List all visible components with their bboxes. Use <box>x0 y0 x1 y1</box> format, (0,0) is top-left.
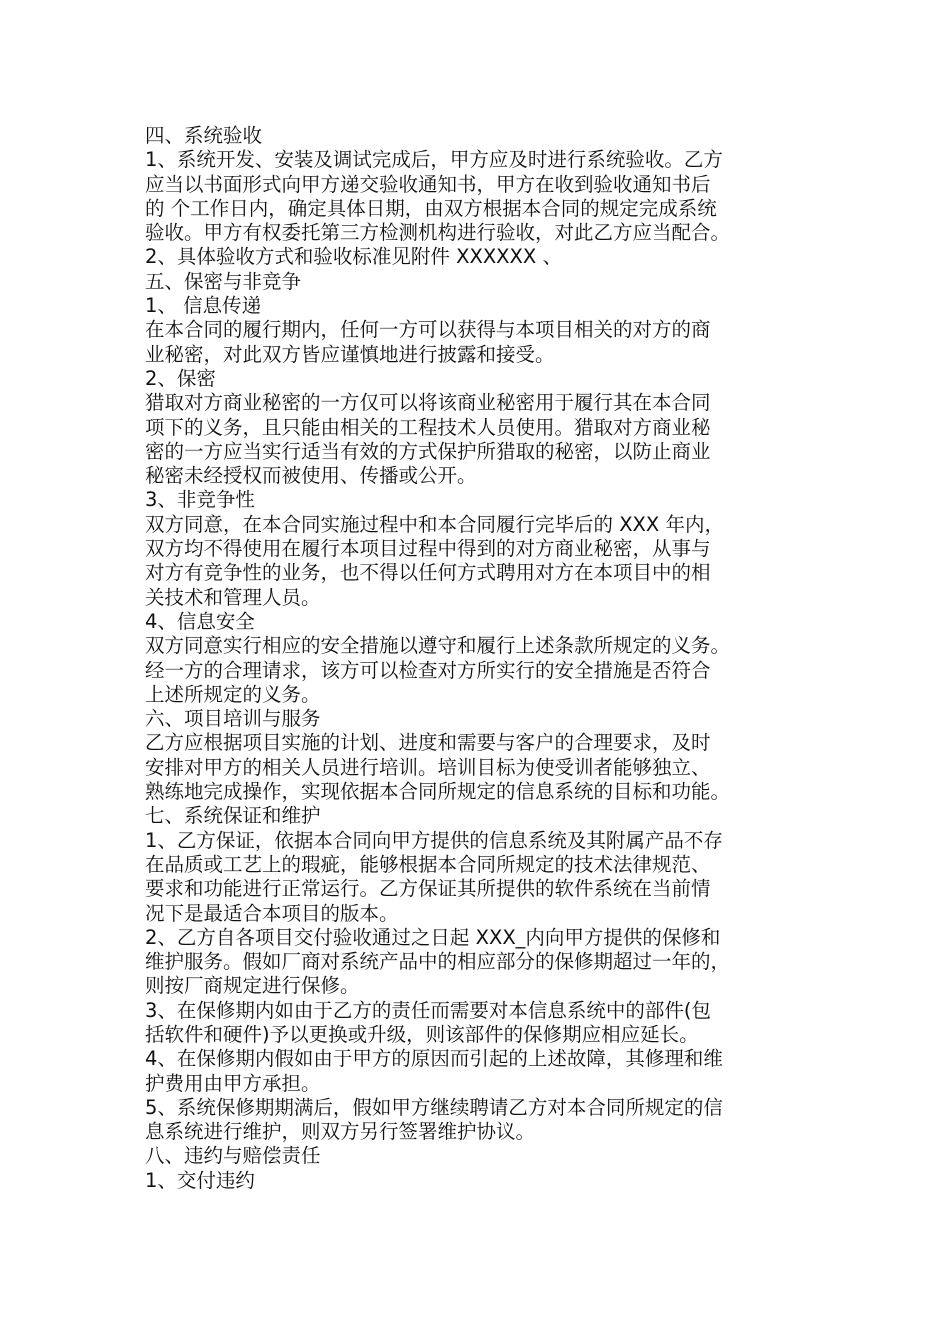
paragraph-line: 熟练地完成操作，实现依据本合同所规定的信息系统的目标和功能。 <box>145 780 731 804</box>
paragraph-line: 维护服务。假如厂商对系统产品中的相应部分的保修期超过一年的， <box>145 950 731 974</box>
section-heading-acceptance: 四、系统验收 <box>145 124 263 147</box>
section-heading-breach: 八、违约与赔偿责任 <box>145 1144 321 1168</box>
paragraph-line: 1、系统开发、安装及调试完成后，甲方应及时进行系统验收。乙方 <box>145 148 723 172</box>
subheading: 3、非竞争性 <box>145 488 255 512</box>
paragraph-line: 应当以书面形式向甲方递交验收通知书，甲方在收到验收通知书后 <box>145 172 711 196</box>
paragraph-line: 况下是最适合本项目的版本。 <box>145 901 399 925</box>
paragraph-line: 1、乙方保证，依据本合同向甲方提供的信息系统及其附属产品不存 <box>145 828 723 852</box>
paragraph-line: 则按厂商规定进行保修。 <box>145 974 360 998</box>
paragraph-line: 上述所规定的义务。 <box>145 682 321 706</box>
paragraph-line: 验收。甲方有权委托第三方检测机构进行验收，对此乙方应当配合。 <box>145 221 731 245</box>
subheading: 1、 信息传递 <box>145 294 262 318</box>
paragraph-line: 乙方应根据项目实施的计划、进度和需要与客户的合理要求，及时 <box>145 731 711 755</box>
paragraph-line: 3、在保修期内如由于乙方的责任而需要对本信息系统中的部件(包 <box>145 998 712 1022</box>
paragraph-line: 5、系统保修期期满后，假如甲方继续聘请乙方对本合同所规定的信 <box>145 1095 723 1119</box>
paragraph-line: 护费用由甲方承担。 <box>145 1071 321 1095</box>
subheading: 4、信息安全 <box>145 609 255 633</box>
paragraph-line: 猎取对方商业秘密的一方仅可以将该商业秘密用于履行其在本合同 <box>145 391 711 415</box>
paragraph-line: 息系统进行维护，则双方另行签署维护协议。 <box>145 1120 536 1144</box>
paragraph-line: 2、具体验收方式和验收标准见附件 XXXXXX 、 <box>145 245 562 269</box>
paragraph-line: 的 个工作日内，确定具体日期，由双方根据本合同的规定完成系统 <box>145 196 717 220</box>
paragraph-line: 双方均不得使用在履行本项目过程中得到的对方商业秘密，从事与 <box>145 537 711 561</box>
paragraph-line: 业秘密，对此双方皆应谨慎地进行披露和接受。 <box>145 342 555 366</box>
section-heading-warranty: 七、系统保证和维护 <box>145 804 321 828</box>
paragraph-line: 在品质或工艺上的瑕疵，能够根据本合同所规定的技术法律规范、 <box>145 852 711 876</box>
paragraph-line: 要求和功能进行正常运行。乙方保证其所提供的软件系统在当前情 <box>145 877 711 901</box>
paragraph-line: 密的一方应当实行适当有效的方式保护所猎取的秘密，以防止商业 <box>145 439 711 463</box>
paragraph-line: 关技术和管理人员。 <box>145 585 321 609</box>
paragraph-line: 安排对甲方的相关人员进行培训。培训目标为使受训者能够独立、 <box>145 755 711 779</box>
paragraph-line: 在本合同的履行期内，任何一方可以获得与本项目相关的对方的商 <box>145 318 711 342</box>
paragraph-line: 2、乙方自各项目交付验收通过之日起 XXX_内向甲方提供的保修和 <box>145 925 721 949</box>
paragraph-line: 项下的义务，且只能由相关的工程技术人员使用。猎取对方商业秘 <box>145 415 711 439</box>
paragraph-line: 秘密未经授权而被使用、传播或公开。 <box>145 464 477 488</box>
section-heading-training: 六、项目培训与服务 <box>145 707 321 731</box>
paragraph-line: 双方同意实行相应的安全措施以遵守和履行上述条款所规定的义务。 <box>145 634 731 658</box>
subheading: 1、交付违约 <box>145 1168 255 1192</box>
paragraph-line: 双方同意，在本合同实施过程中和本合同履行完毕后的 XXX 年内， <box>145 512 724 536</box>
paragraph-line: 4、在保修期内假如由于甲方的原因而引起的上述故障，其修理和维 <box>145 1047 723 1071</box>
section-heading-confidentiality: 五、保密与非竞争 <box>145 269 302 293</box>
paragraph-line: 经一方的合理请求，该方可以检查对方所实行的安全措施是否符合 <box>145 658 711 682</box>
subheading: 2、保密 <box>145 366 216 390</box>
paragraph-line: 括软件和硬件)予以更换或升级，则该部件的保修期应相应延长。 <box>145 1022 699 1046</box>
paragraph-line: 对方有竞争性的业务，也不得以任何方式聘用对方在本项目中的相 <box>145 561 711 585</box>
document-page <box>145 124 815 1193</box>
